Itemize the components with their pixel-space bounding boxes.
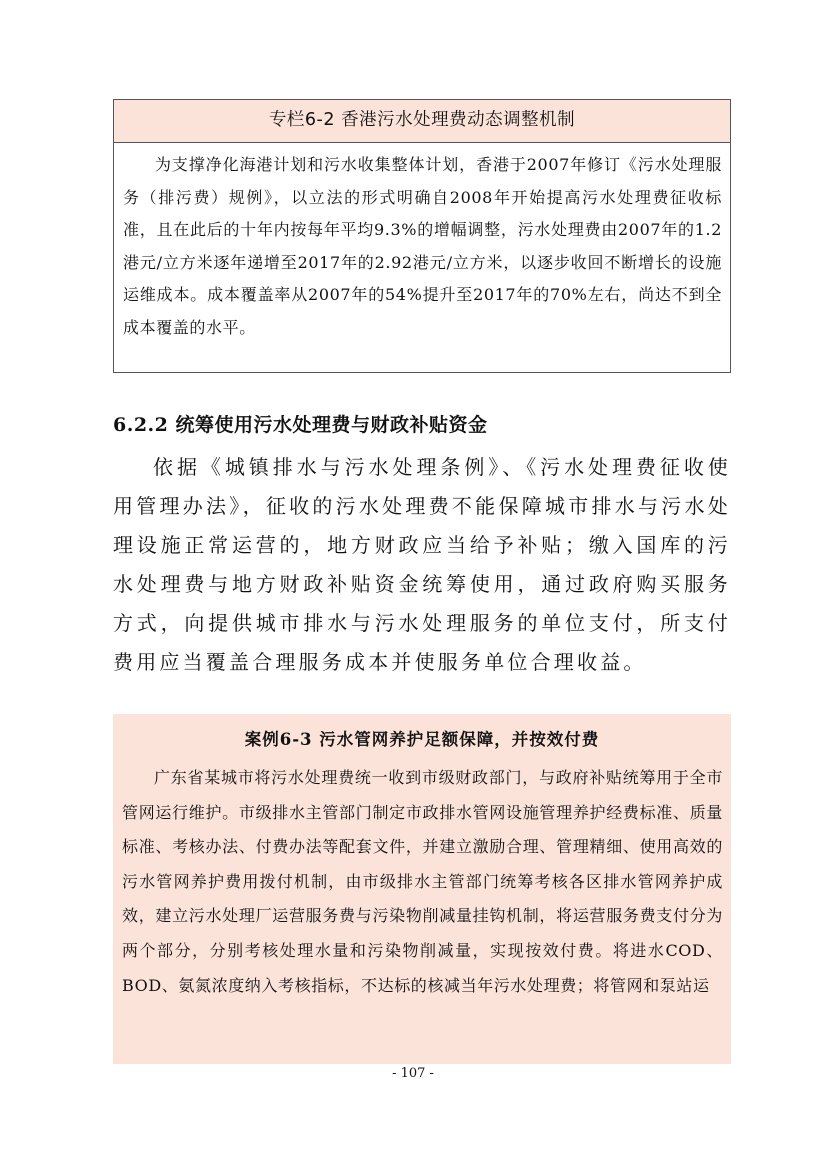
column-box-6-2 (113, 99, 731, 373)
page-number: - 107 - (392, 1066, 434, 1081)
case-box-paragraph: 广东省某城市将污水处理费统一收到市级财政部门，与政府补贴统筹用于全市管网运行维护。市级排水主管部门制定市政排水管网设施管理养护经费标准、质量标准、考核办法、付费办法等配套文件，并建立激励合理、管理精细、使用高效的污水管网养护费用拨付机制，由市级排水主管部门统筹考核各区排水管网养护成效，建立污水处理厂运营服务费与污染物削减量挂钩机制，将运营服务费支付分为两个部分，分别考核处理水量和污染物削减量，实现按效付费。将进水COD、BOD、氨氮浓度纳入考核指标，不达标的核减当年污水处理费；将管网和泵站运 (122, 768, 723, 995)
column-box-paragraph: 为支撑净化海港计划和污水收集整体计划，香港于2007年修订《污水处理服务（排污费）规例》，以立法的形式明确自2008年开始提高污水处理费征收标准，且在此后的十年内按每年平均9.3%的增幅调整，污水处理费由2007年的1.2港元/立方米逐年递增至2017年的2.92港元/立方米，以逐步收回不断增长的设施运维成本。成本覆盖率从2007年的54%提升至2017年的70%左右，尚达不到全成本覆盖的水平。 (123, 155, 722, 337)
column-box-title: 专栏6-2 香港污水处理费动态调整机制 (114, 100, 730, 143)
case-box-body (113, 750, 731, 1003)
column-box-body (114, 143, 730, 345)
case-box-title: 案例6-3 污水管网养护足额保障，并按效付费 (244, 730, 600, 749)
case-box-6-3 (113, 714, 731, 1064)
section-paragraph: 依据《城镇排水与污水处理条例》、《污水处理费征收使用管理办法》，征收的污水处理费不能保障城市排水与污水处理设施正常运营的，地方财政应当给予补贴；缴入国库的污水处理费与地方财政补贴资金统筹使用，通过政府购买服务方式，向提供城市排水与污水处理服务的单位支付，所支付费用应当覆盖合理服务成本并使服务单位合理收益。 (113, 455, 731, 674)
section-heading: 6.2.2 统筹使用污水处理费与财政补贴资金 (113, 414, 488, 436)
section-body (113, 448, 731, 682)
